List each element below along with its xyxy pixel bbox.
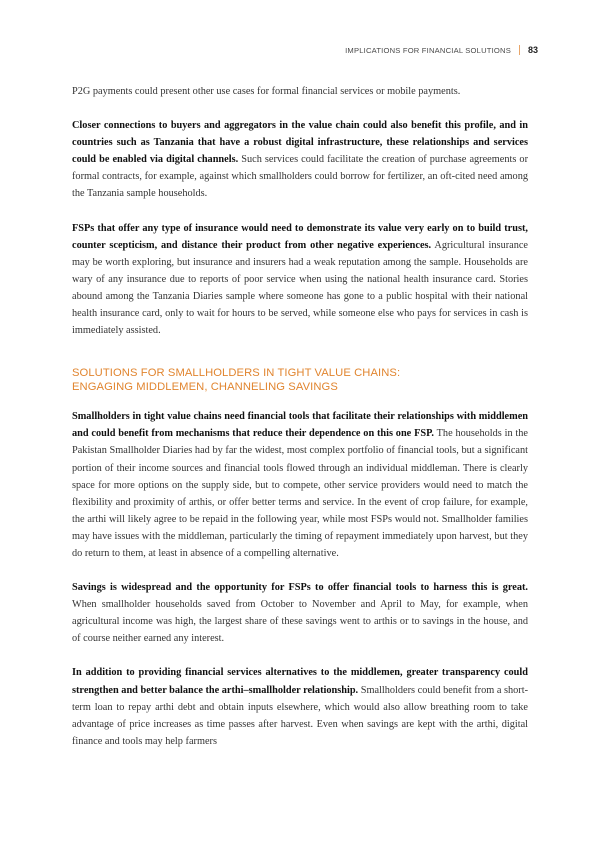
paragraph-lead: In addition to providing financial services alternatives to the middlemen, greater transparency could strengthen and better balance the arthi–smallholder relationship. — [72, 667, 528, 696]
running-header — [345, 45, 538, 55]
paragraph-buyers-aggregators — [72, 117, 528, 202]
paragraph-text: P2G payments could present other use cases for formal financial services or mobile payments. — [72, 86, 461, 97]
paragraph-p2g-payments — [72, 83, 528, 100]
paragraph-lead: Savings is widespread and the opportunity for FSPs to offer financial tools to harness this is great. — [72, 582, 528, 594]
section-heading-line1: SOLUTIONS FOR SMALLHOLDERS IN TIGHT VALUE CHAINS: — [72, 367, 401, 380]
paragraph-text: The households in the Pakistan Smallholder Diaries had by far the widest, most complex portfolio of financial tools, but a significant portion of their income sources and financial tools flowed through an individual middleman. There is clearly space for more options on the supply side, but to compete, other service providers would need to match the flexibility and proximity of arthis, or offer better terms and service. In the event of crop failure, for example, the arthi will likely agree to be repaid in the following year, while most FSPs would not. Smallholder families may have issues with the middleman, particularly the timing of repayment immediately upon harvest, but they do return to them, at least in absence of a compelling alternative. — [72, 428, 528, 559]
paragraph-middlemen — [72, 408, 528, 562]
paragraph-insurance — [72, 220, 528, 340]
running-title: IMPLICATIONS FOR FINANCIAL SOLUTIONS — [345, 45, 511, 55]
page-body — [72, 83, 528, 767]
paragraph-text: Smallholders could benefit from a short-term loan to repay arthi debt and obtain inputs elsewhere, which would also allow breathing room to take advantage of price increases as time passes after harvest. Even when savings are kept with the arthi, digital finance and tools may help farmers — [72, 684, 528, 747]
paragraph-lead: Smallholders in tight value chains need financial tools that facilitate their relationships with middlemen and could benefit from mechanisms that reduce their dependence on this one FSP. — [72, 411, 528, 440]
paragraph-transparency — [72, 664, 528, 749]
section-heading — [72, 366, 528, 394]
paragraph-text: Agricultural insurance may be worth exploring, but insurance and insurers had a weak reputation among the sample. Households are wary of any insurance due to reports of poor service when using the national health insurance card. Stories abound among the Tanzania Diaries sample where someone has gone to a public hospital with their national health insurance card, only to wait for hours to be served, while someone else who pays for services in cash is immediately assisted. — [72, 239, 529, 337]
paragraph-savings — [72, 579, 528, 647]
paragraph-lead: FSPs that offer any type of insurance would need to demonstrate its value very early on to build trust, counter scepticism, and distance their product from other negative experiences. — [72, 222, 528, 251]
paragraph-text: When smallholder households saved from October to November and April to May, for example, when agricultural income was high, the largest share of these savings went to arthis or to savings in the house, and of course neither earned any interest. — [72, 599, 528, 645]
page-number: 83 — [527, 45, 538, 55]
paragraph-text: Such services could facilitate the creation of purchase agreements or formal contracts, for example, against which smallholders could borrow for fertilizer, an oft-cited need among the Tanzania sample households. — [72, 154, 528, 200]
section-heading-line2: ENGAGING MIDDLEMEN, CHANNELING SAVINGS — [72, 381, 338, 394]
header-divider — [519, 45, 520, 55]
paragraph-lead: Closer connections to buyers and aggregators in the value chain could also benefit this profile, and in countries such as Tanzania that have a robust digital infrastructure, these relationships and services could be enabled via digital channels. — [72, 120, 528, 166]
